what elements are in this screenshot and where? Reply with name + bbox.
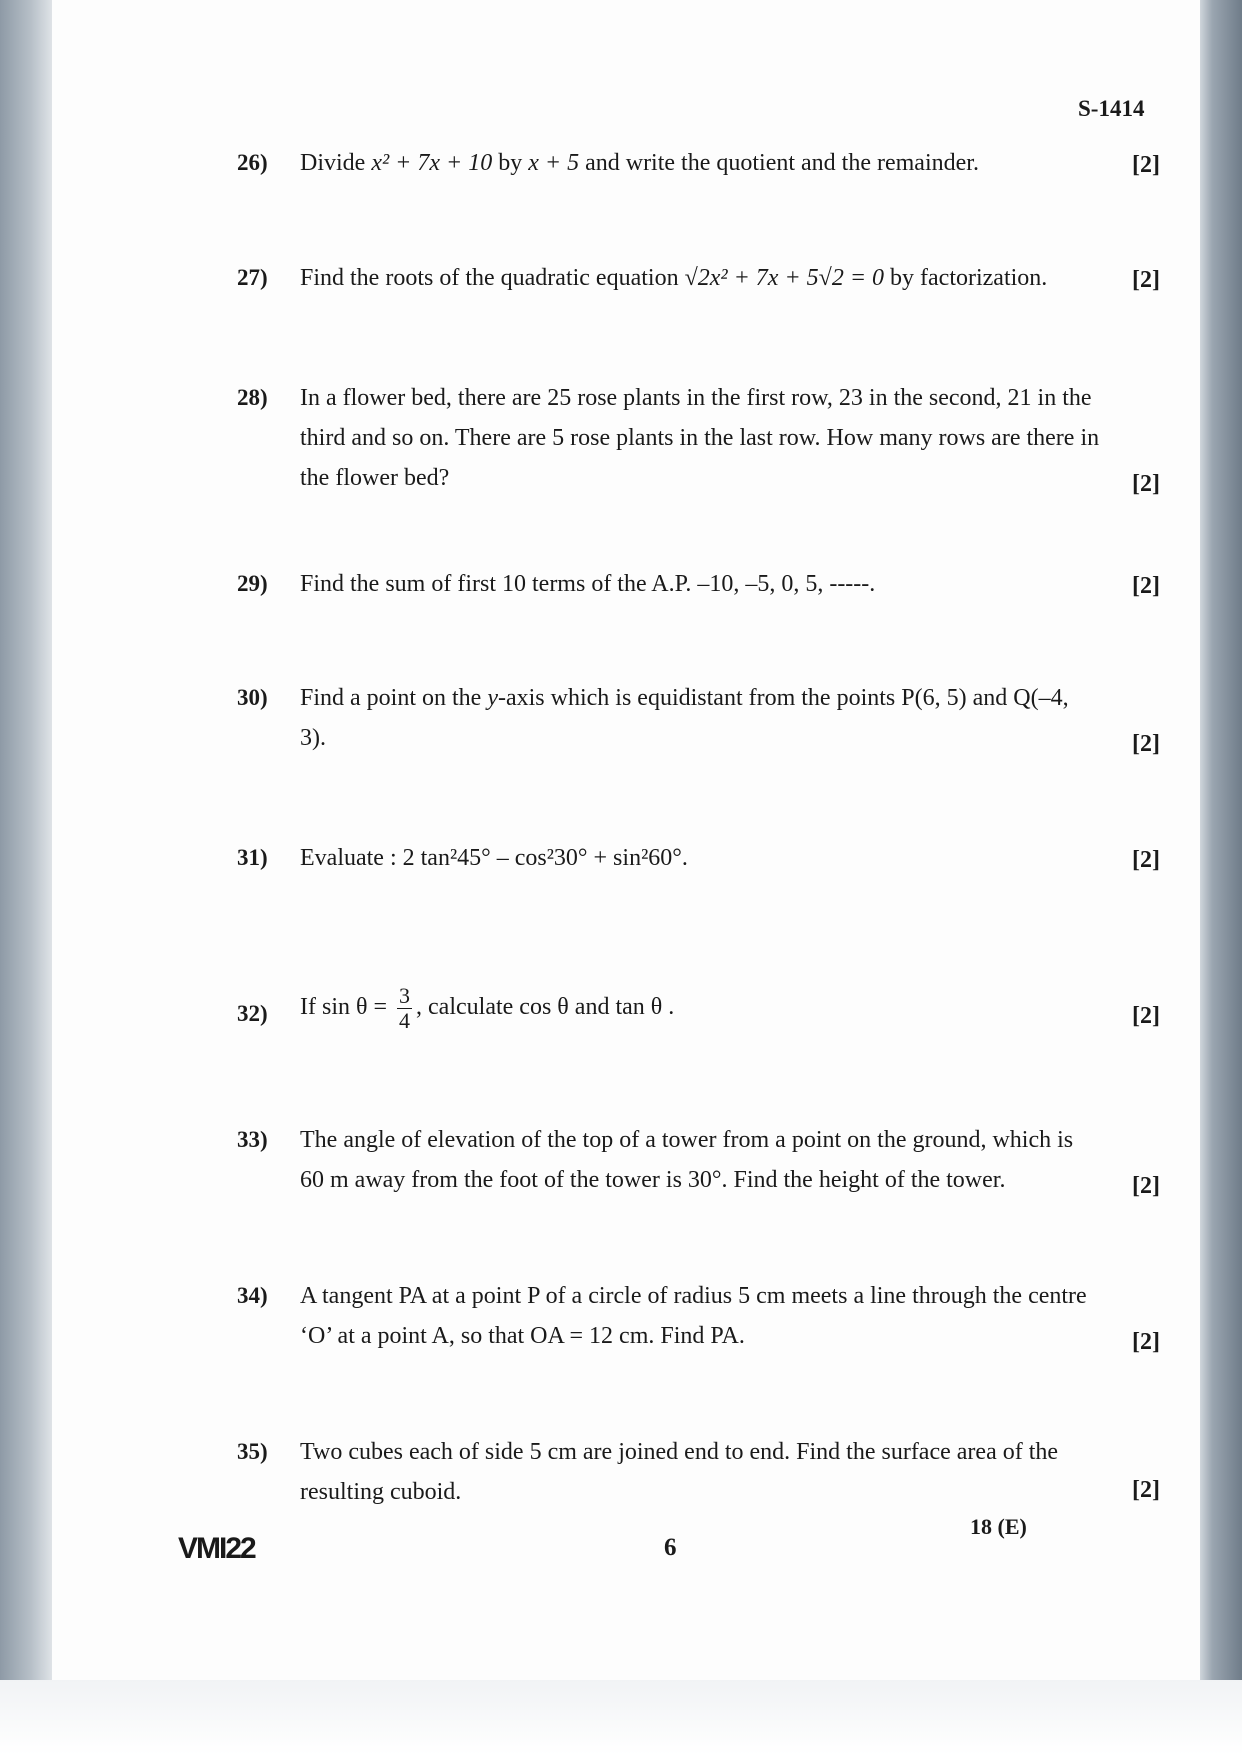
scan-edge-right <box>1200 0 1242 1755</box>
question-28 <box>238 378 1160 498</box>
question-text: Two cubes each of side 5 cm are joined end to end. Find the surface area of the resulting cuboid. <box>300 1439 1059 1505</box>
question-number: 28) <box>237 385 268 410</box>
marks-label: [2] <box>1132 1173 1160 1199</box>
question-text: Find a point on the y-axis which is equidistant from the points P(6, 5) and Q(–4, 3). <box>300 685 1069 751</box>
question-text: Find the sum of first 10 terms of the A.P. –10, –5, 0, 5, -----. <box>300 571 876 597</box>
question-number: 31) <box>237 845 268 870</box>
question-31 <box>238 838 1160 878</box>
question-text: A tangent PA at a point P of a circle of radius 5 cm meets a line through the centre ‘O’ at a point A, so that OA = 12 cm. Find PA. <box>300 1283 1087 1349</box>
marks-label: [2] <box>1132 573 1160 599</box>
question-number: 34) <box>237 1283 268 1308</box>
question-number: 27) <box>237 265 268 290</box>
question-26 <box>238 143 1160 183</box>
marks-label: [2] <box>1132 847 1160 873</box>
question-34 <box>238 1276 1160 1356</box>
question-text: If sin θ = $\frac{3}{4}$ , calculate cos θ and tan θ . <box>300 983 675 1033</box>
marks-label: [2] <box>1132 731 1160 757</box>
question-text: In a flower bed, there are 25 rose plants in the first row, 23 in the second, 21 in the third and so on. There are 5 rose plants in the last row. How many rows are there in the flower bed? <box>300 385 1100 491</box>
marks-label: [2] <box>1132 1329 1160 1355</box>
question-number: 26) <box>237 150 268 175</box>
question-text: The angle of elevation of the top of a tower from a point on the ground, which is 60 m away from the foot of the tower is 30°. Find the height of the tower. <box>300 1127 1074 1193</box>
question-number: 32) <box>237 1001 268 1026</box>
question-number: 35) <box>237 1439 268 1464</box>
question-text: Divide x² + 7x + 10 by x + 5 and write the quotient and the remainder. <box>300 150 979 176</box>
question-number: 33) <box>237 1127 268 1152</box>
scan-edge-bottom <box>0 1680 1242 1755</box>
question-27 <box>238 258 1160 298</box>
document-code: S-1414 <box>1078 96 1145 121</box>
marks-label: [2] <box>1132 152 1160 178</box>
scan-edge-left <box>0 0 52 1755</box>
marks-label: [2] <box>1132 471 1160 497</box>
question-number: 29) <box>237 571 268 596</box>
question-text: Evaluate : 2 tan²45° – cos²30° + sin²60°. <box>300 845 688 871</box>
question-32 <box>238 984 1160 1033</box>
marks-label: [2] <box>1132 267 1160 293</box>
marks-label: [2] <box>1132 1003 1160 1029</box>
footer-code: VMI22 <box>178 1532 255 1565</box>
question-30 <box>238 678 1160 758</box>
marks-label: [2] <box>1132 1477 1160 1503</box>
question-29 <box>238 564 1160 604</box>
fraction: $\frac{3}{4}$ <box>399 983 411 1033</box>
question-number: 30) <box>237 685 268 710</box>
question-33 <box>238 1120 1160 1200</box>
footer-right-code: 18 (E) <box>970 1514 1027 1539</box>
question-35 <box>238 1432 1160 1512</box>
page-number: 6 <box>664 1534 677 1561</box>
question-text: Find the roots of the quadratic equation √2x² + 7x + 5√2 = 0 by factorization. <box>300 265 1048 291</box>
